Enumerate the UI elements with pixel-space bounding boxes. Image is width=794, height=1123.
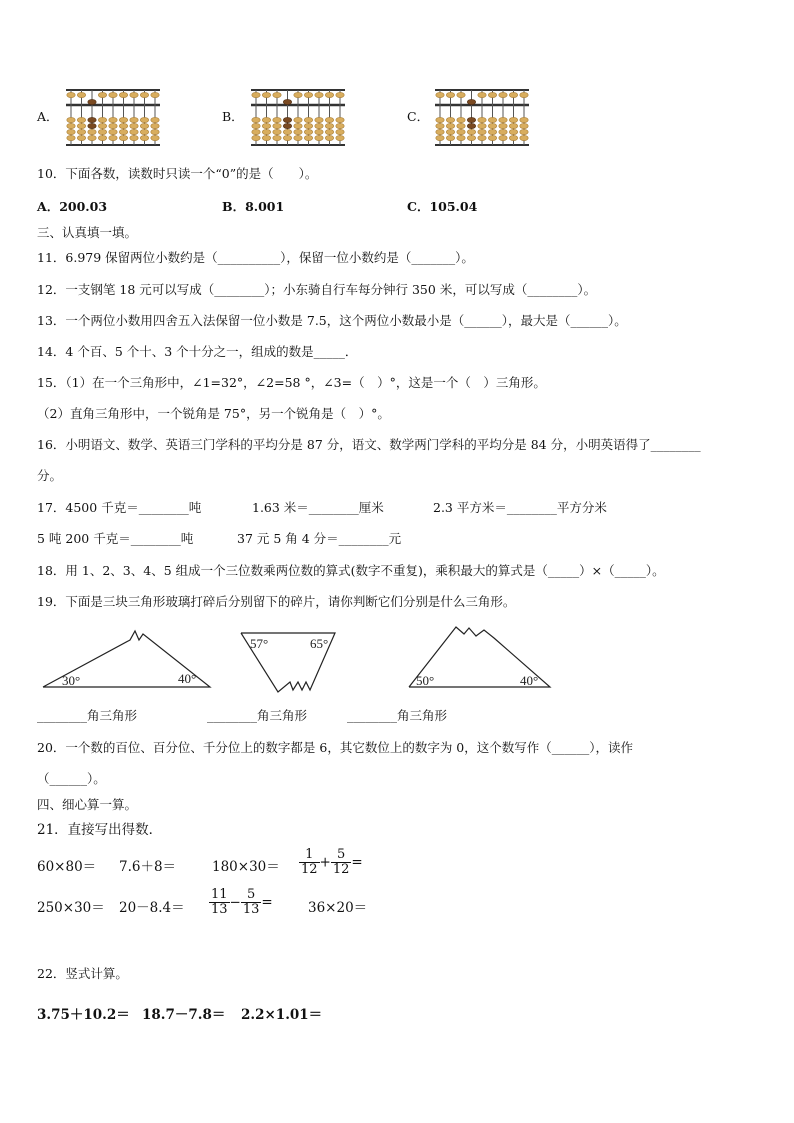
- fraction-11-13: $\frac{11}{13}$: [211, 887, 228, 917]
- q21-calc1: 60×80＝: [37, 859, 97, 875]
- q16-line2: 分。: [37, 468, 63, 483]
- fraction-1-12: $\frac{1}{12}$: [301, 847, 318, 877]
- q21-calc4: $\frac{1}{12}$ + $\frac{5}{12}$ =: [301, 847, 363, 877]
- q21-calc5: 250×30＝: [37, 900, 105, 916]
- option-c-label: C．: [407, 109, 430, 124]
- tri1-angle-left: 30°: [62, 673, 81, 688]
- fraction-5-12: $\frac{5}{12}$: [332, 847, 350, 877]
- triangle-fragment-3: [404, 622, 554, 692]
- q21-calc8: 36×20＝: [308, 900, 368, 916]
- q12-text: 12．一支钢笔 18 元可以写成（________）；小东骑自行车每分钟行 350 米，可以写成（________）。: [37, 282, 597, 297]
- q14-text: 14．4 个百、5 个十、3 个十分之一，组成的数是_____．: [37, 344, 358, 359]
- q19-answer2: ________角三角形: [207, 708, 308, 723]
- q17-item3: 2.3 平方米＝________平方分米: [433, 500, 607, 515]
- q16-line1: 16．小明语文、数学、英语三门学科的平均分是 87 分，语文、数学两门学科的平均分是 84 分，小明英语得了________: [37, 437, 701, 452]
- q21-calc2: 7.6＋8＝: [119, 859, 177, 875]
- q19-stem: 19．下面是三块三角形玻璃打碎后分别留下的碎片，请你判断它们分别是什么三角形。: [37, 594, 516, 609]
- tri3-angle-left: 50°: [416, 673, 435, 688]
- tri1-angle-right: 40°: [178, 671, 197, 686]
- q10-option-c: C．105.04: [407, 199, 478, 214]
- tri3-angle-right: 40°: [520, 673, 539, 688]
- abacus-c-image: [433, 88, 531, 148]
- q19-answer1: ________角三角形: [37, 708, 138, 723]
- q22-calc2: 18.7－7.8＝: [142, 1007, 226, 1023]
- q17-item4: 5 吨 200 千克＝________吨: [37, 531, 194, 546]
- abacus-a-image: [64, 88, 162, 148]
- q10-option-b: B．8.001: [222, 199, 285, 214]
- q13-text: 13．一个两位小数用四舍五入法保留一位小数是 7.5，这个两位小数最小是（______），最大是（______）。: [37, 313, 627, 328]
- q21-calc6: 20－8.4＝: [119, 900, 185, 916]
- q22-calc1: 3.75＋10.2＝: [37, 1007, 130, 1023]
- tri2-angle-right: 65°: [310, 636, 329, 651]
- q15-part1: 15．（1）在一个三角形中，∠1=32°，∠2=58 °，∠3=（ ）°，这是一个（ ）三角形。: [37, 375, 546, 390]
- option-b-label: B．: [222, 109, 244, 124]
- q10-option-a: A．200.03: [37, 199, 108, 214]
- tri2-angle-left: 57°: [250, 636, 269, 651]
- q22-stem: 22．竖式计算。: [37, 966, 128, 981]
- q21-calc7: $\frac{11}{13}$ − $\frac{5}{13}$ =: [211, 887, 273, 917]
- section3-title: 三、认真填一填。: [37, 225, 138, 240]
- q21-calc3: 180×30＝: [212, 859, 280, 875]
- q10-stem: 10．下面各数，读数时只读一个“0”的是（ ）。: [37, 166, 318, 181]
- triangle-fragment-2: [238, 630, 338, 696]
- q20-line1: 20．一个数的百位、百分位、千分位上的数字都是 6，其它数位上的数字为 0，这个数写作（______），读作: [37, 740, 634, 755]
- option-a-label: A．: [37, 109, 59, 124]
- q22-calc3: 2.2×1.01＝: [241, 1007, 323, 1023]
- abacus-b-image: [249, 88, 347, 148]
- q17-item2: 1.63 米＝________厘米: [252, 500, 384, 515]
- q20-line2: （______）。: [37, 771, 106, 786]
- q15-part2: （2）直角三角形中，一个锐角是 75°，另一个锐角是（ ）°。: [37, 406, 390, 421]
- q17-item1: 17．4500 千克＝________吨: [37, 500, 202, 515]
- q11-text: 11．6.979 保留两位小数约是（__________），保留一位小数约是（_______）。: [37, 250, 474, 265]
- triangle-fragment-1: [40, 628, 220, 692]
- fraction-5-13: $\frac{5}{13}$: [242, 887, 260, 917]
- q17-item5: 37 元 5 角 4 分＝________元: [237, 531, 402, 546]
- q19-answer3: ________角三角形: [347, 708, 448, 723]
- q21-stem: 21．直接写出得数．: [37, 822, 163, 838]
- q18-text: 18．用 1、2、3、4、5 组成一个三位数乘两位数的算式(数字不重复)，乘积最大的算式是（_____）×（_____）。: [37, 563, 665, 578]
- section4-title: 四、细心算一算。: [37, 797, 138, 812]
